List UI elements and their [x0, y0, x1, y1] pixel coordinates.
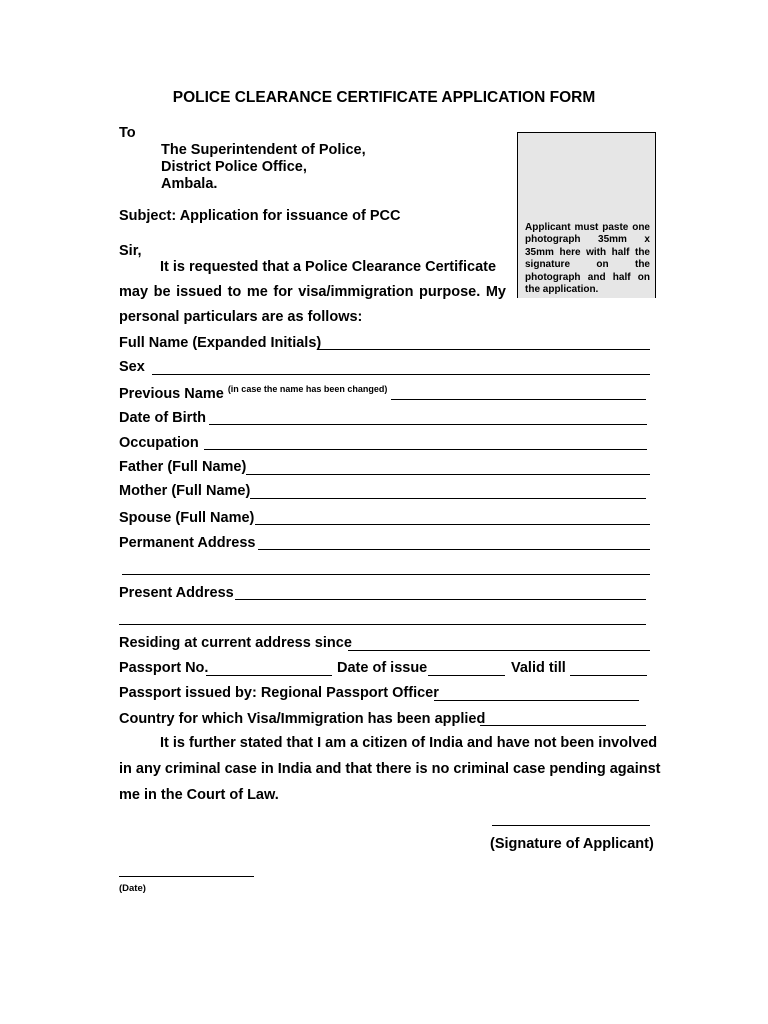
addressee-line-1: The Superintendent of Police, — [161, 142, 366, 158]
dob-line[interactable] — [209, 424, 647, 425]
previous-name-text: Previous Name — [119, 386, 224, 402]
valid-till-label: Valid till — [511, 660, 566, 676]
salutation: Sir, — [119, 243, 142, 259]
passport-issued-by-label: Passport issued by: Regional Passport Officer — [119, 685, 439, 701]
signature-label: (Signature of Applicant) — [490, 836, 654, 852]
date-of-issue-label: Date of issue — [337, 660, 428, 676]
body-line-1: It is requested that a Police Clearance Certificate — [160, 259, 497, 275]
spouse-label: Spouse (Full Name) — [119, 510, 255, 526]
present-address-label: Present Address — [119, 585, 234, 601]
body-line-2: may be issued to me for visa/immigration purpose. My — [119, 284, 506, 300]
date-label: (Date) — [119, 883, 146, 894]
mother-label: Mother (Full Name) — [119, 483, 251, 499]
country-label: Country for which Visa/Immigration has been applied — [119, 711, 486, 727]
passport-no-line[interactable] — [206, 675, 332, 676]
declaration-line-1: It is further stated that I am a citizen of India and have not been involved — [160, 735, 658, 751]
to-label: To — [119, 125, 136, 141]
residing-since-line[interactable] — [348, 650, 650, 651]
addressee-line-3: Ambala. — [161, 176, 218, 192]
dob-label: Date of Birth — [119, 410, 206, 426]
previous-name-line[interactable] — [391, 399, 646, 400]
permanent-address-line-2[interactable] — [122, 574, 650, 575]
photo-note: Applicant must paste one photograph 35mm x 35mm here with half the signature on the photograph and half on the application. — [525, 222, 650, 296]
full-name-label: Full Name (Expanded Initials) — [119, 335, 322, 351]
full-name-line[interactable] — [318, 349, 650, 350]
form-title: POLICE CLEARANCE CERTIFICATE APPLICATION FORM — [172, 89, 596, 106]
date-of-issue-line[interactable] — [428, 675, 505, 676]
passport-no-label: Passport No. — [119, 660, 209, 676]
passport-issued-by-line[interactable] — [434, 700, 639, 701]
previous-name-label — [119, 384, 387, 402]
father-label: Father (Full Name) — [119, 459, 247, 475]
spouse-line[interactable] — [255, 524, 650, 525]
valid-till-line[interactable] — [570, 675, 647, 676]
declaration-line-2: in any criminal case in India and that there is no criminal case pending against — [119, 761, 661, 777]
addressee-line-2: District Police Office, — [161, 159, 307, 175]
residing-since-label: Residing at current address since — [119, 635, 352, 651]
father-line[interactable] — [246, 474, 650, 475]
mother-line[interactable] — [250, 498, 646, 499]
present-address-line-1[interactable] — [235, 599, 646, 600]
permanent-address-label: Permanent Address — [119, 535, 256, 551]
subject-line: Subject: Application for issuance of PCC — [119, 208, 401, 224]
sex-line[interactable] — [152, 374, 650, 375]
occupation-line[interactable] — [204, 449, 647, 450]
photo-box — [517, 132, 656, 298]
signature-line[interactable] — [492, 825, 650, 826]
declaration-line-3: me in the Court of Law. — [119, 787, 279, 803]
permanent-address-line-1[interactable] — [258, 549, 650, 550]
body-line-3: personal particulars are as follows: — [119, 309, 363, 325]
sex-label: Sex — [119, 359, 145, 375]
occupation-label: Occupation — [119, 435, 199, 451]
previous-name-note: (in case the name has been changed) — [227, 384, 388, 394]
date-line[interactable] — [119, 876, 254, 877]
country-line[interactable] — [480, 725, 646, 726]
present-address-line-2[interactable] — [119, 624, 646, 625]
